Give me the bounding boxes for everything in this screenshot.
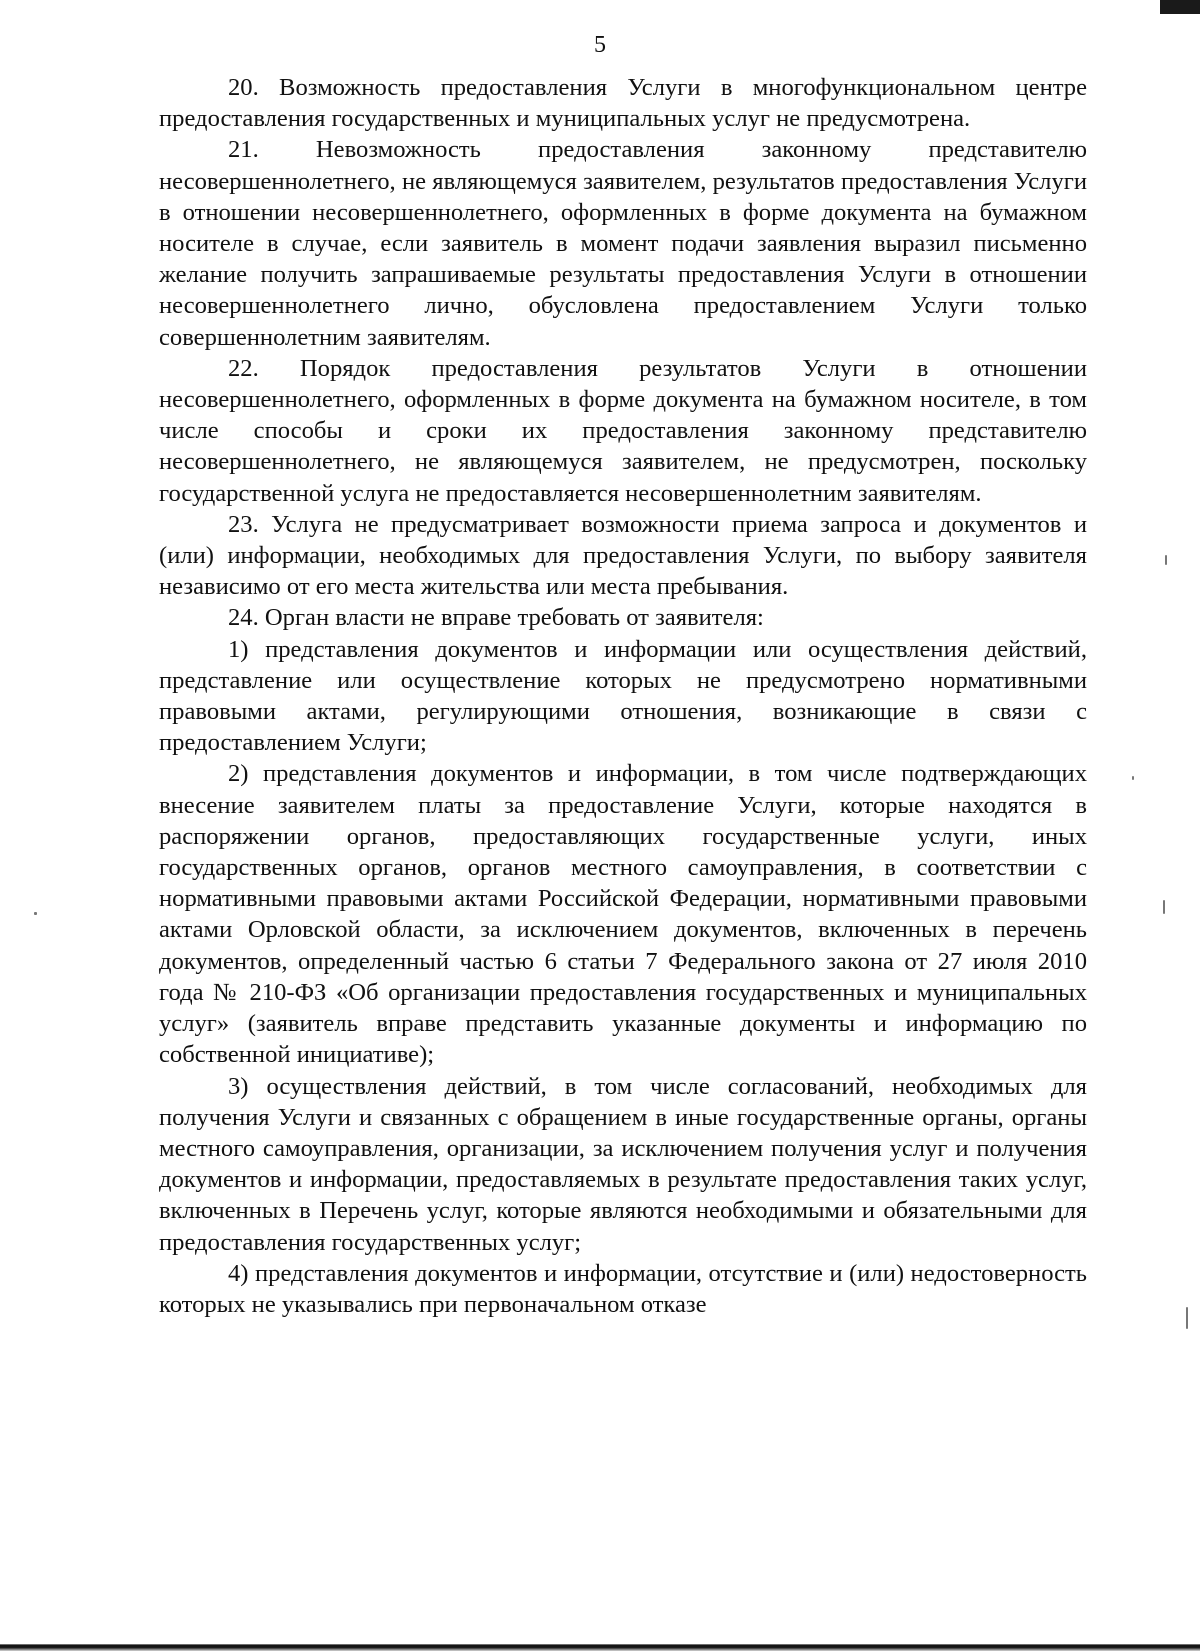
scan-speck <box>1163 900 1165 914</box>
scan-speck <box>1132 776 1134 780</box>
scan-speck <box>34 912 37 915</box>
list-item-4: 4) представления документов и информации, отсутствие и (или) недостоверность которых не указывались при первоначальном отказе <box>159 1259 1087 1318</box>
paragraph-21: 21. Невозможность предоставления законному представителю несовершеннолетнего, не являющемуся заявителем, результатов предоставления Услуги в отношении несовершеннолетнего, оформленных в форме документа на бумажном носителе в случае, если заявитель в момент подачи заявления выразил письменно желание получить запрашиваемые результаты предоставления Услуги в отношении несовершеннолетнего лично, обусловлена предоставлением Услуги только совершеннолетним заявителям. <box>159 136 1087 351</box>
scan-corner-mark <box>1160 0 1200 14</box>
page-number: 5 <box>594 32 606 58</box>
paragraph-20: 20. Возможность предоставления Услуги в многофункциональном центре предоставления государственных и муниципальных услуг не предусмотрена. <box>159 74 1087 133</box>
scan-bottom-edge <box>0 1635 1200 1651</box>
paragraph-23: 23. Услуга не предусматривает возможности приема запроса и документов и (или) информации, необходимых для предоставления Услуги, по выбору заявителя независимо от его места жительства или места пребывания. <box>159 510 1087 601</box>
scan-speck <box>1186 1307 1188 1329</box>
paragraph-24: 24. Орган власти не вправе требовать от заявителя: <box>228 604 764 632</box>
paragraph-22: 22. Порядок предоставления результатов Услуги в отношении несовершеннолетнего, оформленных в форме документа на бумажном носителе, в том числе способы и сроки их предоставления законному представителю несовершеннолетнего, не являющемуся заявителем, не предусмотрен, поскольку государственной услуга не предоставляется несовершеннолетним заявителям. <box>159 354 1087 507</box>
list-item-3: 3) осуществления действий, в том числе согласований, необходимых для получения Услуги и связанных с обращением в иные государственные органы, органы местного самоуправления, организации, за исключением получения услуг и получения документов и информации, предоставляемых в результате предоставления таких услуг, включенных в Перечень услуг, которые являются необходимыми и обязательными для предоставления государственных услуг; <box>159 1072 1087 1256</box>
document-body <box>159 72 1087 1320</box>
list-item-2: 2) представления документов и информации, в том числе подтверждающих внесение заявителем платы за предоставление Услуги, которые находятся в распоряжении органов, предоставляющих государственные услуги, иных государственных органов, органов местного самоуправления, в соответствии с нормативными правовыми актами Российской Федерации, нормативными правовыми актами Орловской области, за исключением документов, включенных в перечень документов, определенный частью 6 статьи 7 Федерального закона от 27 июля 2010 года № 210-ФЗ «Об организации предоставления государственных и муниципальных услуг» (заявитель вправе представить указанные документы и информацию по собственной инициативе); <box>159 760 1087 1069</box>
scan-speck <box>1165 555 1167 565</box>
list-item-1: 1) представления документов и информации или осуществления действий, представление или осуществление которых не предусмотрено нормативными правовыми актами, регулирующими отношения, возникающие в связи с предоставлением Услуги; <box>159 635 1087 757</box>
